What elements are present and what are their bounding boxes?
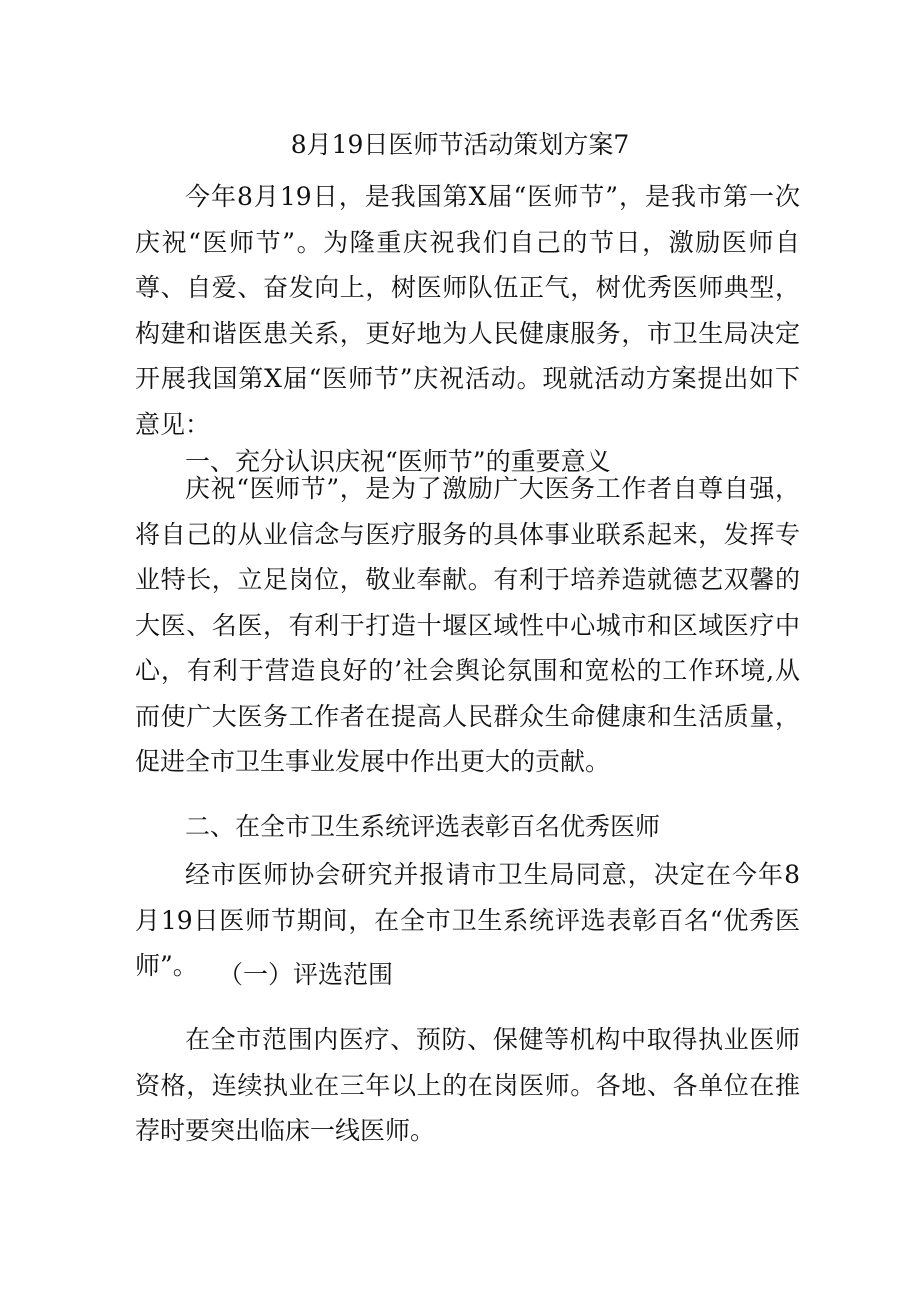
section2-heading: 二、在全市卫生系统评选表彰百名优秀医师 xyxy=(185,812,661,841)
section1-heading: 一、充分认识庆祝“医师节”的重要意义 xyxy=(185,447,611,476)
intro-paragraph: 今年8月19日，是我国第X届“医师节”，是我市第一次庆祝“医师节”。为隆重庆祝我们自己的节日，激励医师自尊、自爱、奋发向上，树医师队伍正气，树优秀医师典型，构建和谐医患关系，更好地为人民健康服务，市卫生局决定开展我国第X届“医师节”庆祝活动。现就活动方案提出如下意见： xyxy=(135,182,800,439)
document-title: 8月19日医师节活动策划方案7 xyxy=(290,130,630,159)
section1-paragraph: 庆祝“医师节”，是为了激励广大医务工作者自尊自强，将自己的从业信念与医疗服务的具体事业联系起来，发挥专业特长，立足岗位，敬业奉献。有利于培养造就德艺双馨的大医、名医，有利于打造十堰区域性中心城市和区域医疗中心，有利于营造良好的’社会舆论氛围和宽松的工作环境,从而使广大医务工作者在提高人民群众生命健康和生活质量，促进全市卫生事业发展中作出更大的贡献。 xyxy=(135,474,800,776)
section2-paragraph: 经市医师协会研究并报请市卫生局同意，决定在今年8月19日医师节期间，在全市卫生系统评选表彰百名“优秀医师”。 xyxy=(135,860,800,980)
subsection1-heading: （一）评选范围 xyxy=(218,960,394,989)
subsection1-paragraph: 在全市范围内医疗、预防、保健等机构中取得执业医师资格，连续执业在三年以上的在岗医师。各地、各单位在推荐时要突出临床一线医师。 xyxy=(135,1025,800,1145)
